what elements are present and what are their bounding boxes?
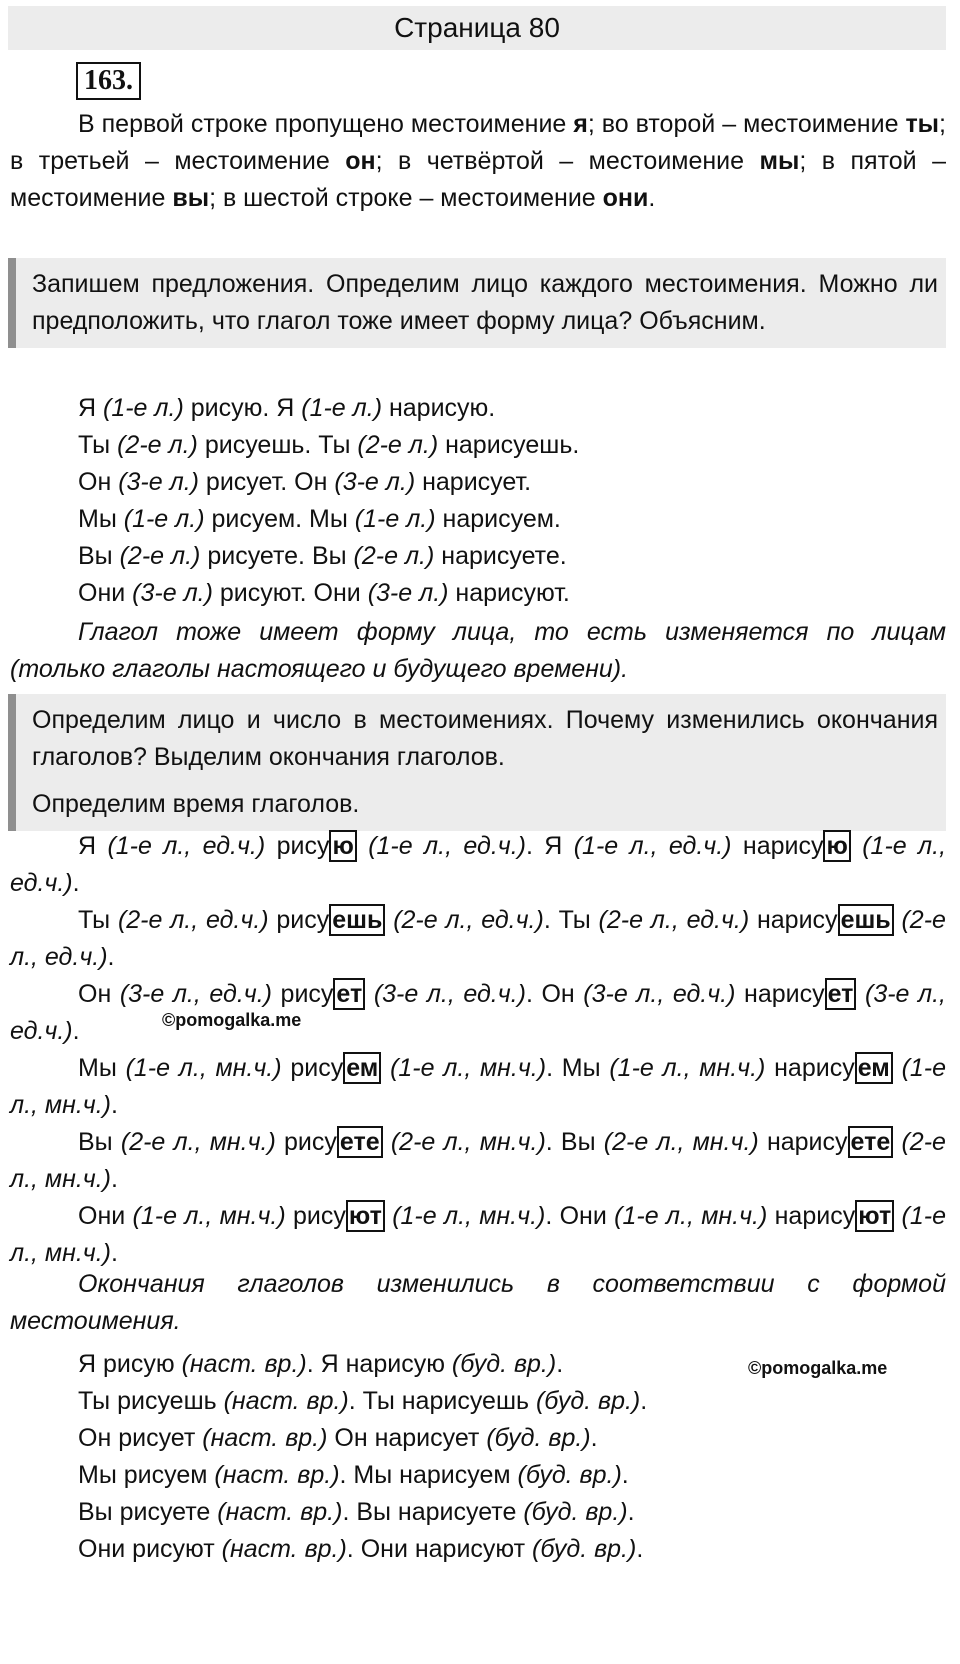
- line-text: Они: [78, 579, 133, 607]
- line-text: . Они нарисуют: [346, 1535, 533, 1563]
- person-line: [78, 575, 579, 612]
- tense-lines: [78, 1346, 647, 1568]
- person-lines: [78, 390, 579, 612]
- person-number-annotation: (1-е л., ед.ч.): [10, 832, 947, 897]
- person-annotation: (2-е л.): [119, 542, 201, 570]
- person-number-annotation: (2-е л., мн.ч.): [390, 1128, 546, 1156]
- person-annotation: (3-е л.): [118, 468, 199, 496]
- line-text: . Я нарисую: [306, 1350, 452, 1378]
- task-box-2: [8, 694, 946, 831]
- person-number-annotation: (2-е л., мн.ч.): [603, 1128, 759, 1156]
- line-text: нарисуешь.: [438, 431, 580, 459]
- verb-stem: нарису: [774, 1202, 856, 1230]
- line-text: рисуешь. Ты: [197, 431, 358, 459]
- tense-line: [78, 1420, 647, 1457]
- intro-text: ; в пятой – местоимение: [10, 147, 946, 212]
- line-text: Он нарисует: [327, 1424, 487, 1452]
- intro-text: ; в четвёртой – местоимение: [375, 147, 760, 175]
- verb-ending: ешь: [329, 904, 385, 936]
- exercise-number: 163.: [76, 62, 141, 100]
- line-text: Вы рисуете: [78, 1498, 218, 1526]
- conclusion-1: Глагол тоже имеет форму лица, то есть изменяется по лицам (только глаголы настоящего и будущего времени).: [10, 618, 946, 683]
- tense-line: [78, 1383, 647, 1420]
- tense-annotation: (буд. вр.): [486, 1424, 591, 1452]
- line-text: Они рисуют: [78, 1535, 222, 1563]
- pronoun: Мы: [561, 1054, 601, 1082]
- verb-ending: ем: [343, 1052, 381, 1084]
- intro-pronoun: я: [573, 110, 588, 138]
- line-text: нарисуете.: [434, 542, 567, 570]
- tense-annotation: (наст. вр.): [181, 1350, 307, 1378]
- person-annotation: (2-е л.): [117, 431, 198, 459]
- line-text: нарисую.: [382, 394, 496, 422]
- person-number-annotation: (1-е л., мн.ч.): [132, 1202, 286, 1230]
- line-text: .: [621, 1461, 629, 1489]
- line-text: . Ты нарисуешь: [348, 1387, 536, 1415]
- verb-stem: рису: [293, 1202, 346, 1230]
- person-number-annotation: (1-е л., ед.ч.): [368, 832, 526, 860]
- line-text: .: [590, 1424, 598, 1452]
- conclusion-2: Окончания глаголов изменились в соответствии с формой местоимения.: [10, 1270, 946, 1335]
- pronoun: Вы: [560, 1128, 596, 1156]
- watermark: ©pomogalka.me: [748, 1358, 888, 1378]
- tense-annotation: (наст. вр.): [221, 1535, 347, 1563]
- person-line: [78, 427, 579, 464]
- person-line: [78, 501, 579, 538]
- person-annotation: (3-е л.): [367, 579, 449, 607]
- person-number-annotation: (1-е л., мн.ч.): [10, 1202, 946, 1267]
- person-line: [78, 390, 579, 427]
- line-text: .: [636, 1535, 644, 1563]
- tense-line: [78, 1531, 647, 1568]
- task-box-1: [8, 258, 946, 348]
- tense-annotation: (наст. вр.): [223, 1387, 349, 1415]
- tense-annotation: (буд. вр.): [523, 1498, 628, 1526]
- verb-stem: рису: [276, 906, 330, 934]
- verb-ending: ете: [848, 1126, 894, 1158]
- page-title: Страница 80: [394, 12, 560, 43]
- person-number-annotation: (1-е л., мн.ч.): [390, 1054, 547, 1082]
- verb-stem: нарису: [766, 1128, 848, 1156]
- person-annotation: (1-е л.): [103, 394, 184, 422]
- line-text: нарисуем.: [435, 505, 561, 533]
- person-annotation: (1-е л.): [354, 505, 436, 533]
- verb-ending: ют: [855, 1200, 894, 1232]
- endings-paragraph: Мы (1-е л., мн.ч.) рису ем (1-е л., мн.ч.). Мы (1-е л., мн.ч.) нарису ем (1-е л., мн.ч.).: [10, 1054, 947, 1119]
- line-text: рисует. Он: [198, 468, 335, 496]
- tense-line: [78, 1457, 647, 1494]
- task-text: Определим время глаголов.: [32, 790, 360, 818]
- verb-ending: ю: [823, 830, 850, 862]
- verb-stem: нарису: [756, 906, 838, 934]
- line-text: рисуем. Мы: [204, 505, 355, 533]
- intro-text: .: [648, 184, 656, 212]
- person-number-annotation: (3-е л., ед.ч.): [373, 980, 526, 1008]
- verb-stem: нарису: [742, 832, 824, 860]
- tense-annotation: (буд. вр.): [451, 1350, 557, 1378]
- intro-text: ; в третьей – местоимение: [10, 110, 946, 175]
- page-header: [8, 6, 946, 50]
- intro-pronoun: они: [602, 184, 649, 212]
- person-number-annotation: (1-е л., мн.ч.): [614, 1202, 768, 1230]
- verb-ending: ют: [346, 1200, 385, 1232]
- intro-text: ; во второй – местоимение: [587, 110, 906, 138]
- verb-ending: ете: [337, 1126, 383, 1158]
- person-number-annotation: (2-е л., ед.ч.): [598, 906, 750, 934]
- line-text: Я рисую: [78, 1350, 182, 1378]
- person-number-annotation: (2-е л., мн.ч.): [120, 1128, 276, 1156]
- line-text: . Вы нарисуете: [342, 1498, 524, 1526]
- pronoun: Я: [78, 832, 97, 860]
- person-line: [78, 538, 579, 575]
- line-text: .: [640, 1387, 648, 1415]
- verb-ending: ет: [333, 978, 365, 1010]
- line-text: .: [556, 1350, 564, 1378]
- intro-pronoun: он: [345, 147, 376, 175]
- task-text: Определим лицо и число в местоимениях. Почему изменились окончания глаголов? Выделим окончания глаголов.: [32, 706, 938, 771]
- tense-annotation: (буд. вр.): [517, 1461, 622, 1489]
- line-text: Ты рисуешь: [78, 1387, 224, 1415]
- intro-text: ; в шестой строке – местоимение: [209, 184, 603, 212]
- line-text: Вы: [78, 542, 120, 570]
- person-annotation: (1-е л.): [123, 505, 205, 533]
- person-number-annotation: (3-е л., ед.ч.): [119, 980, 272, 1008]
- verb-stem: рису: [276, 832, 330, 860]
- verb-stem: рису: [290, 1054, 344, 1082]
- line-text: Он: [78, 468, 119, 496]
- tense-line: [78, 1346, 647, 1383]
- line-text: Мы: [78, 505, 124, 533]
- person-number-annotation: (2-е л., мн.ч.): [10, 1128, 946, 1193]
- verb-ending: ешь: [838, 904, 894, 936]
- line-text: нарисуют.: [448, 579, 570, 607]
- intro-paragraph: [10, 106, 946, 217]
- endings-paragraph: Они (1-е л., мн.ч.) рису ют (1-е л., мн.ч.). Они (1-е л., мн.ч.) нарису ют (1-е л., мн.ч.).: [10, 1202, 946, 1267]
- verb-ending: ю: [329, 830, 356, 862]
- person-number-annotation: (2-е л., ед.ч.): [393, 906, 544, 934]
- line-text: Ты: [78, 431, 118, 459]
- pronoun: Они: [78, 1202, 126, 1230]
- person-annotation: (3-е л.): [334, 468, 416, 496]
- person-number-annotation: (1-е л., мн.ч.): [125, 1054, 282, 1082]
- tense-annotation: (наст. вр.): [202, 1424, 328, 1452]
- verb-ending: ем: [855, 1052, 893, 1084]
- endings-paragraph: Вы (2-е л., мн.ч.) рису ете (2-е л., мн.ч.). Вы (2-е л., мн.ч.) нарису ете (2-е л., мн.ч.).: [10, 1128, 946, 1193]
- pronoun: Мы: [78, 1054, 117, 1082]
- line-text: нарисует.: [415, 468, 532, 496]
- pronoun: Ты: [558, 906, 591, 934]
- tense-line: [78, 1494, 647, 1531]
- line-text: Мы рисуем: [78, 1461, 215, 1489]
- person-number-annotation: (1-е л., мн.ч.): [10, 1054, 947, 1119]
- intro-pronoun: вы: [172, 184, 210, 212]
- verb-stem: рису: [280, 980, 334, 1008]
- tense-annotation: (наст. вр.): [217, 1498, 343, 1526]
- pronoun: Он: [78, 980, 112, 1008]
- person-number-annotation: (2-е л., ед.ч.): [117, 906, 269, 934]
- tense-lines-list: [78, 1346, 647, 1568]
- person-number-annotation: (1-е л., ед.ч.): [573, 832, 732, 860]
- pronoun: Он: [541, 980, 575, 1008]
- person-number-annotation: (3-е л., ед.ч.): [10, 980, 946, 1045]
- line-text: Он рисует: [78, 1424, 203, 1452]
- person-annotation: (2-е л.): [357, 431, 439, 459]
- pronoun: Я: [544, 832, 563, 860]
- tense-annotation: (буд. вр.): [532, 1535, 637, 1563]
- line-text: Я: [78, 394, 103, 422]
- watermark: ©pomogalka.me: [162, 1010, 302, 1030]
- verb-stem: рису: [284, 1128, 337, 1156]
- person-lines-list: [78, 390, 579, 612]
- verb-stem: нарису: [744, 980, 825, 1008]
- person-number-annotation: (2-е л., ед.ч.): [10, 906, 946, 971]
- person-number-annotation: (1-е л., мн.ч.): [392, 1202, 546, 1230]
- pronoun: Вы: [78, 1128, 113, 1156]
- endings-paragraph: Ты (2-е л., ед.ч.) рису ешь (2-е л., ед.ч.). Ты (2-е л., ед.ч.) нарису ешь (2-е л., ед.ч.).: [10, 906, 946, 971]
- pronoun: Ты: [78, 906, 111, 934]
- person-line: [78, 464, 579, 501]
- person-number-annotation: (1-е л., мн.ч.): [609, 1054, 766, 1082]
- tense-annotation: (наст. вр.): [214, 1461, 340, 1489]
- person-number-annotation: (1-е л., ед.ч.): [107, 832, 266, 860]
- line-text: рисуют. Они: [212, 579, 368, 607]
- tense-annotation: (буд. вр.): [535, 1387, 641, 1415]
- line-text: .: [627, 1498, 635, 1526]
- person-annotation: (3-е л.): [132, 579, 213, 607]
- verb-ending: ет: [825, 978, 857, 1010]
- line-text: рисуете. Вы: [200, 542, 354, 570]
- intro-pronoun: ты: [905, 110, 940, 138]
- endings-paragraph: Я (1-е л., ед.ч.) рису ю (1-е л., ед.ч.). Я (1-е л., ед.ч.) нарису ю (1-е л., ед.ч.).: [10, 832, 947, 897]
- endings-paragraph: Он (3-е л., ед.ч.) рису ет (3-е л., ед.ч.). Он (3-е л., ед.ч.) нарису ет (3-е л., ед.ч.).: [10, 980, 946, 1045]
- intro-pronoun: мы: [759, 147, 800, 175]
- intro-text: В первой строке пропущено местоимение: [78, 110, 574, 138]
- person-number-annotation: (3-е л., ед.ч.): [583, 980, 736, 1008]
- person-annotation: (1-е л.): [301, 394, 383, 422]
- verb-stem: нарису: [774, 1054, 855, 1082]
- person-annotation: (2-е л.): [353, 542, 435, 570]
- line-text: . Мы нарисуем: [339, 1461, 518, 1489]
- task-text: Запишем предложения. Определим лицо каждого местоимения. Можно ли предположить, что глагол тоже имеет форму лица? Объясним.: [32, 270, 938, 335]
- pronoun: Они: [559, 1202, 607, 1230]
- line-text: рисую. Я: [183, 394, 302, 422]
